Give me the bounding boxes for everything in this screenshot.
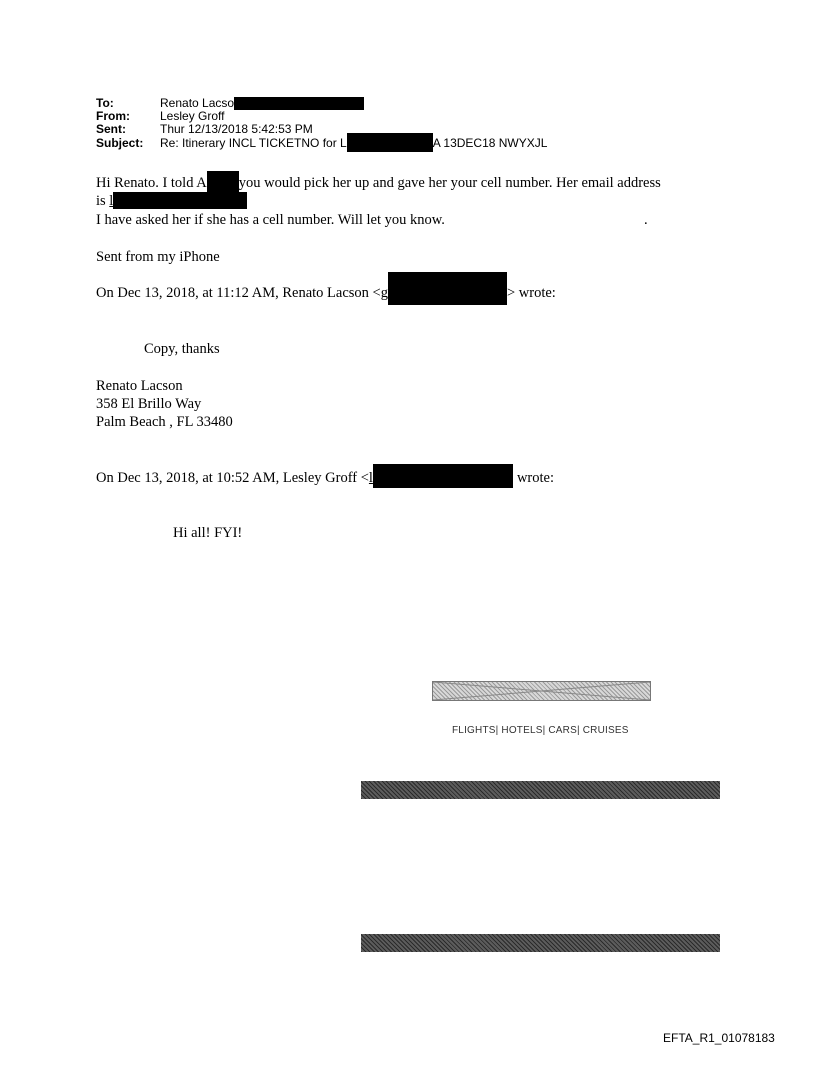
quote-text: On Dec 13, 2018, at 11:12 AM, Renato Lacson < [96, 285, 381, 301]
from-value: Lesley Groff [160, 109, 225, 123]
stray-dot: . [644, 212, 648, 228]
redacted-bar-bottom [361, 934, 720, 952]
redaction-block [234, 97, 364, 110]
hi-all-text: Hi all! FYI! [173, 525, 243, 541]
to-name: Renato Lacso [160, 96, 235, 110]
travel-categories: FLIGHTS| HOTELS| CARS| CRUISES [452, 725, 629, 736]
body-line-2 [96, 192, 247, 210]
document-id: EFTA_R1_01078183 [663, 1031, 775, 1045]
subject-text-start: Re: Itinerary INCL TICKETNO for L [160, 136, 347, 150]
quote-text: wrote: [516, 470, 554, 486]
redaction-block [113, 192, 247, 209]
to-label: To: [96, 96, 114, 110]
quote-header-2 [96, 469, 554, 488]
broken-image-icon [433, 682, 650, 700]
subject-text-end: A 13DEC18 NWYXJL [432, 136, 548, 150]
copy-thanks: Copy, thanks [144, 341, 220, 357]
sent-from-signature: Sent from my iPhone [96, 249, 220, 265]
body-line-3: I have asked her if she has a cell number. Will let you know. [96, 212, 445, 228]
subject-value [160, 137, 547, 152]
from-label: From: [96, 109, 130, 123]
signature-street: 358 El Brillo Way [96, 396, 202, 412]
redaction-block [373, 464, 513, 488]
redaction-block [347, 133, 433, 152]
redaction-block [388, 272, 507, 305]
body-text: you would pick her up and gave her your cell number. Her email address [238, 175, 661, 191]
body-text: Hi Renato. I told [96, 175, 197, 191]
quote-header-1 [96, 284, 556, 305]
quote-text: On Dec 13, 2018, at 10:52 AM, Lesley Groff < [96, 470, 369, 486]
email-link[interactable]: l [368, 470, 373, 486]
redacted-bar-top [361, 781, 720, 799]
sent-value: Thur 12/13/2018 5:42:53 PM [160, 122, 313, 136]
partial-name: A [196, 175, 207, 191]
email-link[interactable]: l [109, 193, 114, 209]
subject-label: Subject: [96, 136, 144, 150]
email-link[interactable]: g [380, 285, 388, 301]
signature-name: Renato Lacson [96, 378, 183, 394]
quote-text: > wrote: [506, 285, 556, 301]
broken-image-placeholder [432, 681, 651, 701]
body-text: is [96, 193, 110, 209]
signature-city: Palm Beach , FL 33480 [96, 414, 233, 430]
sent-label: Sent: [96, 122, 126, 136]
